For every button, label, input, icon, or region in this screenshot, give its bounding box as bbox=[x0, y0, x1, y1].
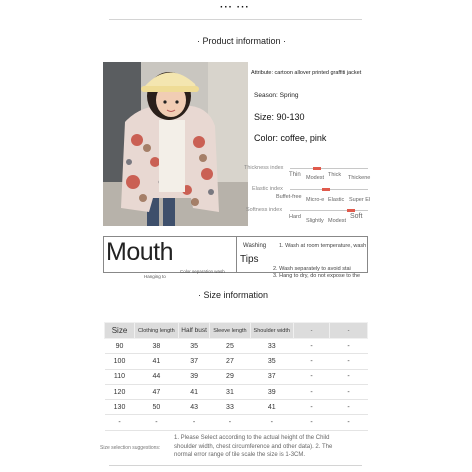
hanging-note: Hanging to bbox=[144, 274, 166, 279]
washing-instruction: 1. Wash at room temperature, wash bbox=[279, 243, 367, 249]
size-table-header: Shoulder width bbox=[250, 323, 294, 339]
table-row bbox=[105, 415, 368, 430]
table-cell: - bbox=[330, 354, 368, 369]
season-text: Season: Spring bbox=[254, 92, 299, 99]
table-cell: - bbox=[210, 415, 250, 430]
elastic-scale-marker bbox=[322, 188, 330, 191]
table-cell: - bbox=[294, 384, 330, 399]
softness-scale-marker bbox=[347, 209, 355, 212]
table-cell: 47 bbox=[135, 384, 179, 399]
table-cell: 33 bbox=[250, 339, 294, 354]
table-cell: - bbox=[330, 384, 368, 399]
table-cell: 130 bbox=[105, 400, 135, 415]
product-info-title: · Product information · bbox=[197, 36, 287, 46]
table-cell: - bbox=[294, 339, 330, 354]
washing-label: Washing bbox=[243, 243, 267, 249]
table-row bbox=[105, 354, 368, 369]
attribute-text: Attribute: cartoon allover printed graffiti jacket bbox=[251, 70, 362, 76]
size-suggestion-line: 1. Please Select according to the actual height of the Child bbox=[174, 435, 330, 441]
thickness-option: Modest bbox=[306, 175, 325, 181]
table-cell: - bbox=[250, 415, 294, 430]
brand-text: Mouth bbox=[106, 238, 173, 266]
size-table-header-row bbox=[105, 323, 368, 339]
thickness-index-label: Thickness index bbox=[244, 165, 284, 171]
product-photo bbox=[103, 62, 248, 226]
washing-instruction: 2. Wash separately to avoid stai bbox=[273, 266, 351, 272]
table-cell: 110 bbox=[105, 369, 135, 384]
table-cell: 90 bbox=[105, 339, 135, 354]
table-cell: 31 bbox=[210, 384, 250, 399]
table-cell: 37 bbox=[250, 369, 294, 384]
table-cell: - bbox=[294, 354, 330, 369]
table-cell: 29 bbox=[210, 369, 250, 384]
thickness-option: Thick bbox=[328, 172, 342, 178]
table-cell: 41 bbox=[135, 354, 179, 369]
table-cell: 120 bbox=[105, 384, 135, 399]
table-cell: - bbox=[294, 400, 330, 415]
softness-index-label: Softness index bbox=[246, 207, 283, 213]
elastic-option: Buffet-free bbox=[276, 194, 302, 200]
table-cell: - bbox=[178, 415, 210, 430]
washing-box-divider bbox=[236, 236, 237, 273]
table-cell: 100 bbox=[105, 354, 135, 369]
top-divider bbox=[109, 19, 362, 20]
bottom-divider bbox=[109, 465, 362, 466]
table-cell: 50 bbox=[135, 400, 179, 415]
thickness-scale-marker bbox=[313, 167, 321, 170]
size-table-header: - bbox=[330, 323, 368, 339]
table-cell: - bbox=[135, 415, 179, 430]
header-dots: ··· ··· bbox=[220, 2, 250, 13]
elastic-index-label: Elastic index bbox=[252, 186, 283, 192]
table-row bbox=[105, 369, 368, 384]
table-cell: - bbox=[330, 369, 368, 384]
elastic-option: Micro-e bbox=[306, 197, 325, 203]
table-cell: 25 bbox=[210, 339, 250, 354]
table-cell: 37 bbox=[178, 354, 210, 369]
size-suggestion-label: Size selection suggestions: bbox=[100, 445, 161, 451]
softness-option: Modest bbox=[328, 218, 347, 224]
size-table-header: Clothing length bbox=[135, 323, 179, 339]
table-cell: 39 bbox=[178, 369, 210, 384]
tips-label: Tips bbox=[240, 254, 259, 265]
elastic-option: Elastic bbox=[328, 197, 345, 203]
table-cell: 44 bbox=[135, 369, 179, 384]
table-cell: 38 bbox=[135, 339, 179, 354]
size-text: Size: 90-130 bbox=[254, 112, 305, 122]
size-table-header: Half bust bbox=[178, 323, 210, 339]
size-suggestion-line: normal error range of tile scale the size is 1-3CM. bbox=[174, 452, 306, 458]
thickness-option: Thickene bbox=[348, 175, 371, 181]
table-cell: 43 bbox=[178, 400, 210, 415]
table-cell: - bbox=[105, 415, 135, 430]
washing-instruction: 3. Hang to dry, do not expose to the bbox=[273, 273, 361, 279]
softness-scale-line bbox=[290, 210, 368, 211]
softness-option: Slightly bbox=[306, 218, 324, 224]
table-cell: 35 bbox=[178, 339, 210, 354]
size-table-header: Size bbox=[105, 323, 135, 339]
table-cell: - bbox=[330, 415, 368, 430]
softness-option: Soft bbox=[350, 213, 363, 220]
table-cell: - bbox=[294, 415, 330, 430]
thickness-scale-line bbox=[290, 168, 368, 169]
color-text: Color: coffee, pink bbox=[254, 133, 327, 143]
size-suggestion-line: shoulder width, chest circumference and other data). 2. The bbox=[174, 443, 333, 450]
table-row bbox=[105, 339, 368, 354]
table-cell: - bbox=[294, 369, 330, 384]
table-cell: 39 bbox=[250, 384, 294, 399]
table-cell: 27 bbox=[210, 354, 250, 369]
size-info-title: · Size information bbox=[198, 290, 269, 300]
table-cell: 41 bbox=[178, 384, 210, 399]
table-cell: - bbox=[330, 339, 368, 354]
size-table bbox=[104, 322, 368, 431]
table-cell: 41 bbox=[250, 400, 294, 415]
size-table-header: Sleeve length bbox=[210, 323, 250, 339]
table-cell: 35 bbox=[250, 354, 294, 369]
size-table-header: - bbox=[294, 323, 330, 339]
elastic-option: Super El bbox=[349, 197, 371, 203]
table-row bbox=[105, 384, 368, 399]
table-cell: - bbox=[330, 400, 368, 415]
table-row bbox=[105, 400, 368, 415]
thickness-option: Thin bbox=[289, 172, 301, 178]
color-separation-note: Color separation wash bbox=[180, 269, 225, 274]
table-cell: 33 bbox=[210, 400, 250, 415]
softness-option: Hard bbox=[289, 214, 301, 220]
size-suggestion-text bbox=[174, 434, 374, 460]
